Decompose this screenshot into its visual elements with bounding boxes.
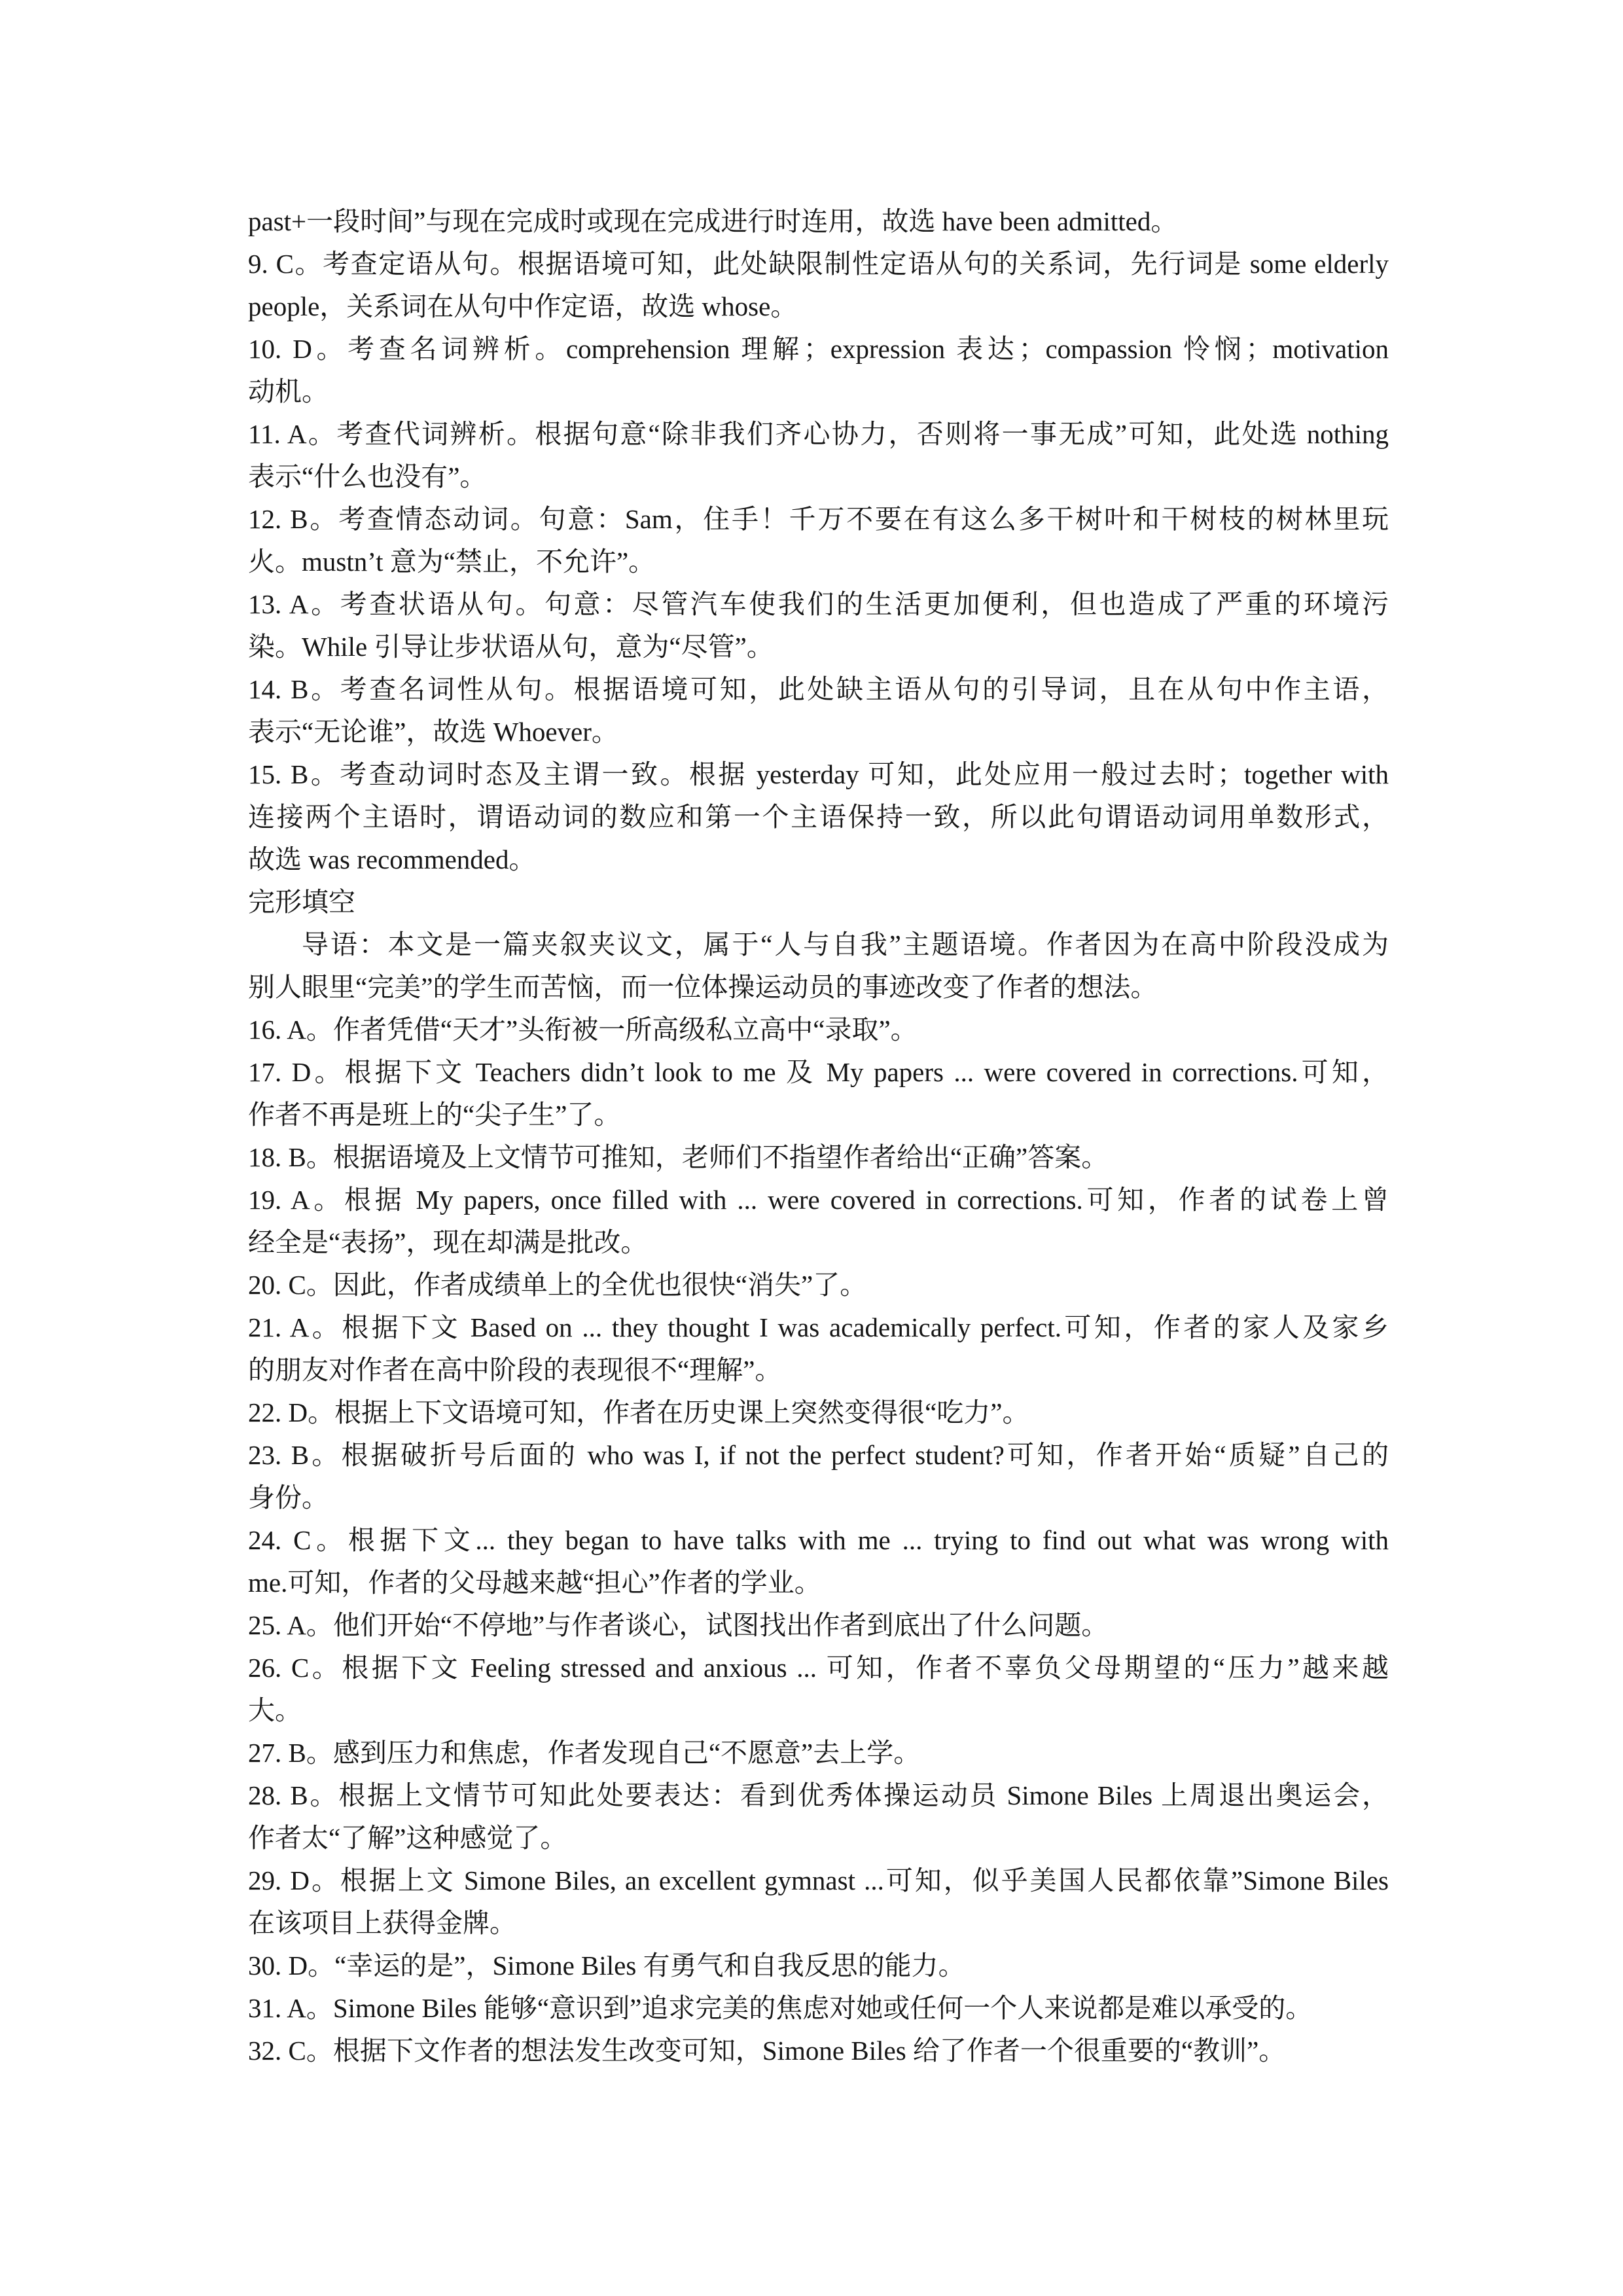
answer-12: 12. B。考查情态动词。句意：Sam，住手！千万不要在有这么多干树叶和干树枝的树林里玩 — [248, 504, 1389, 534]
answer-28: 28. B。根据上文情节可知此处要表达：看到优秀体操运动员 Simone Biles 上周退出奥运会， — [248, 1780, 1389, 1810]
answer-31: 31. A。Simone Biles 能够“意识到”追求完美的焦虑对她或任何一个人来说都是难以承受的。 — [248, 1993, 1313, 2023]
answer-22: 22. D。根据上下文语境可知，作者在历史课上突然变得很“吃力”。 — [248, 1397, 1029, 1427]
answer-12-continuation: 火。mustn’t 意为“禁止，不允许”。 — [248, 547, 656, 577]
answer-29-continuation: 在该项目上获得金牌。 — [248, 1908, 516, 1938]
answer-26-continuation: 大。 — [248, 1695, 302, 1725]
answer-18: 18. B。根据语境及上文情节可推知，老师们不指望作者给出“正确”答案。 — [248, 1142, 1109, 1172]
answer-8-continuation: past+一段时间”与现在完成时或现在完成进行时连用，故选 have been admitted。 — [248, 206, 1178, 236]
answer-14: 14. B。考查名词性从句。根据语境可知，此处缺主语从句的引导词，且在从句中作主语， — [248, 674, 1389, 704]
cloze-intro: 导语：本文是一篇夹叙夹议文，属于“人与自我”主题语境。作者因为在高中阶段没成为 — [302, 929, 1389, 960]
answer-32: 32. C。根据下文作者的想法发生改变可知，Simone Biles 给了作者一个很重要的“教训”。 — [248, 2036, 1286, 2066]
answer-23: 23. B。根据破折号后面的 who was I, if not the perfect student?可知，作者开始“质疑”自己的 — [248, 1440, 1389, 1470]
answer-21-continuation: 的朋友对作者在高中阶段的表现很不“理解”。 — [248, 1355, 782, 1385]
answer-10-continuation: 动机。 — [248, 376, 329, 406]
answer-20: 20. C。因此，作者成绩单上的全优也很快“消失”了。 — [248, 1270, 867, 1300]
answer-19-continuation: 经全是“表扬”，现在却满是批改。 — [248, 1227, 648, 1257]
answer-15: 15. B。考查动词时态及主谓一致。根据 yesterday 可知，此处应用一般过去时；together with — [248, 759, 1389, 789]
answer-17: 17. D。根据下文 Teachers didn’t look to me 及 My papers ... were covered in corrections.可知， — [248, 1057, 1389, 1087]
answer-30: 30. D。“幸运的是”，Simone Biles 有勇气和自我反思的能力。 — [248, 1950, 965, 1981]
answer-24: 24. C。根据下文... they began to have talks with me ... trying to find out what was wrong with — [248, 1525, 1389, 1555]
answer-9-continuation: people，关系词在从句中作定语，故选 whose。 — [248, 291, 798, 321]
answer-13-continuation: 染。While 引导让步状语从句，意为“尽管”。 — [248, 632, 774, 662]
answer-29: 29. D。根据上文 Simone Biles, an excellent gymnast ...可知，似乎美国人民都依靠”Simone Biles — [248, 1865, 1389, 1895]
answer-10: 10. D。考查名词辨析。comprehension 理解；expression 表达；compassion 怜悯；motivation — [248, 334, 1389, 364]
answer-11: 11. A。考查代词辨析。根据句意“除非我们齐心协力，否则将一事无成”可知，此处选 nothing — [248, 419, 1389, 449]
answer-25: 25. A。他们开始“不停地”与作者谈心，试图找出作者到底出了什么问题。 — [248, 1610, 1109, 1640]
answer-15-continuation-end: 故选 was recommended。 — [248, 844, 536, 874]
answer-11-continuation: 表示“什么也没有”。 — [248, 461, 487, 492]
answer-15-continuation: 连接两个主语时，谓语动词的数应和第一个主语保持一致，所以此句谓语动词用单数形式， — [248, 802, 1389, 832]
answer-26: 26. C。根据下文 Feeling stressed and anxious ... 可知，作者不辜负父母期望的“压力”越来越 — [248, 1653, 1389, 1683]
answer-16: 16. A。作者凭借“天才”头衔被一所高级私立高中“录取”。 — [248, 1014, 918, 1045]
answer-17-continuation: 作者不再是班上的“尖子生”了。 — [248, 1100, 621, 1130]
answer-13: 13. A。考查状语从句。句意：尽管汽车使我们的生活更加便利，但也造成了严重的环境污 — [248, 589, 1389, 619]
cloze-intro-continuation: 别人眼里“完美”的学生而苦恼，而一位体操运动员的事迹改变了作者的想法。 — [248, 972, 1158, 1002]
answer-21: 21. A。根据下文 Based on ... they thought I was academically perfect.可知，作者的家人及家乡 — [248, 1312, 1389, 1342]
answer-9: 9. C。考查定语从句。根据语境可知，此处缺限制性定语从句的关系词，先行词是 some elderly — [248, 249, 1389, 279]
answer-27: 27. B。感到压力和焦虑，作者发现自己“不愿意”去上学。 — [248, 1738, 921, 1768]
answer-28-continuation: 作者太“了解”这种感觉了。 — [248, 1823, 567, 1853]
answer-19: 19. A。根据 My papers, once filled with ... were covered in corrections.可知，作者的试卷上曾 — [248, 1185, 1389, 1215]
answer-key-text — [248, 200, 1389, 2072]
section-heading-cloze: 完形填空 — [248, 887, 355, 917]
answer-23-continuation: 身份。 — [248, 1482, 329, 1513]
answer-14-continuation: 表示“无论谁”，故选 Whoever。 — [248, 717, 618, 747]
answer-24-continuation: me.可知，作者的父母越来越“担心”作者的学业。 — [248, 1568, 821, 1598]
